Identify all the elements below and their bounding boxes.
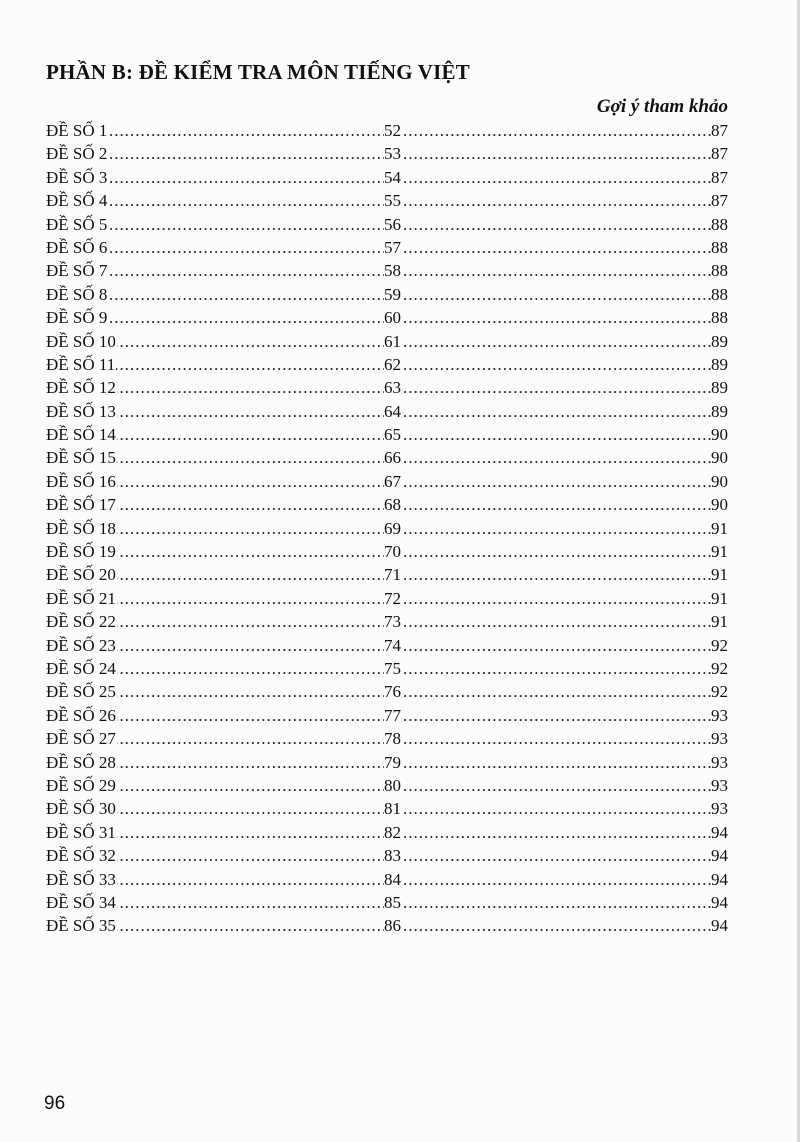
- toc-entry-hint-page: 91: [711, 540, 728, 563]
- toc-entry: [46, 610, 728, 633]
- toc-entry-page: 62: [384, 353, 401, 376]
- toc-entry-hint-page: 91: [711, 587, 728, 610]
- toc-entry-hint-page: 87: [711, 189, 728, 212]
- toc-entry-label: ĐỀ SỐ 28: [46, 751, 117, 774]
- toc-entry-label: ĐỀ SỐ 5: [46, 213, 108, 236]
- toc-entry: [46, 797, 728, 820]
- toc-entry-label: ĐỀ SỐ 10: [46, 330, 117, 353]
- toc-entry-page: 55: [384, 189, 401, 212]
- toc-entry-page: 69: [384, 517, 401, 540]
- toc-entry: [46, 868, 728, 891]
- toc-entry: [46, 751, 728, 774]
- toc-entry-hint-page: 90: [711, 423, 728, 446]
- toc-entry-label: ĐỀ SỐ 2: [46, 142, 108, 165]
- toc-entry-hint-page: 87: [711, 119, 728, 142]
- toc-entry-label: ĐỀ SỐ 3: [46, 166, 108, 189]
- toc-entry-page: 61: [384, 330, 401, 353]
- toc-entry: [46, 353, 728, 376]
- toc-entry-label: ĐỀ SỐ 14: [46, 423, 117, 446]
- toc-entry: [46, 213, 728, 236]
- toc-entry: [46, 587, 728, 610]
- toc-entry-page: 72: [384, 587, 401, 610]
- toc-entry-label: ĐỀ SỐ 32: [46, 844, 117, 867]
- toc-entry-page: 81: [384, 797, 401, 820]
- toc-entry: [46, 727, 728, 750]
- toc-entry: [46, 540, 728, 563]
- toc-entry-hint-page: 92: [711, 680, 728, 703]
- toc-entry: [46, 142, 728, 165]
- toc-entry-hint-page: 88: [711, 213, 728, 236]
- toc-entry-page: 67: [384, 470, 401, 493]
- toc-entry-label: ĐỀ SỐ 21: [46, 587, 117, 610]
- toc-entry-hint-page: 90: [711, 470, 728, 493]
- toc-entry-page: 78: [384, 727, 401, 750]
- toc-entry-label: ĐỀ SỐ 31: [46, 821, 117, 844]
- toc-entry-page: 70: [384, 540, 401, 563]
- toc-entry: [46, 330, 728, 353]
- toc-entry-label: ĐỀ SỐ 30: [46, 797, 117, 820]
- toc-entry-label: ĐỀ SỐ 29: [46, 774, 117, 797]
- toc-entry: [46, 517, 728, 540]
- toc-entry-page: 64: [384, 400, 401, 423]
- toc-entry-hint-page: 89: [711, 400, 728, 423]
- toc-entry-page: 80: [384, 774, 401, 797]
- toc-entry: [46, 119, 728, 142]
- toc-entry-label: ĐỀ SỐ 16: [46, 470, 117, 493]
- page-number: 96: [44, 1093, 66, 1114]
- toc-entry-page: 52: [384, 119, 401, 142]
- toc-entry: [46, 704, 728, 727]
- toc-entry-label: ĐỀ SỐ 17: [46, 493, 117, 516]
- toc-entry-label: ĐỀ SỐ 18: [46, 517, 117, 540]
- toc-entry-page: 53: [384, 142, 401, 165]
- toc-entry-label: ĐỀ SỐ 22: [46, 610, 117, 633]
- toc-entry-hint-page: 90: [711, 493, 728, 516]
- toc-entry: [46, 914, 728, 937]
- toc-entry-page: 58: [384, 259, 401, 282]
- toc-entry: [46, 306, 728, 329]
- toc-entry-label: ĐỀ SỐ 1: [46, 119, 108, 142]
- toc-entry: [46, 236, 728, 259]
- toc-entry-hint-page: 88: [711, 236, 728, 259]
- toc-entry: [46, 189, 728, 212]
- toc-entry-label: ĐỀ SỐ 4: [46, 189, 108, 212]
- toc-entry-label: ĐỀ SỐ 25: [46, 680, 117, 703]
- toc-entry-hint-page: 92: [711, 634, 728, 657]
- toc-entry-page: 74: [384, 634, 401, 657]
- toc-entry-hint-page: 93: [711, 727, 728, 750]
- hint-column-header: Gợi ý tham khảo: [596, 96, 728, 117]
- toc-entry-hint-page: 88: [711, 283, 728, 306]
- toc-entry-hint-page: 94: [711, 868, 728, 891]
- toc-entry-label: ĐỀ SỐ 11: [46, 353, 116, 376]
- toc-entry: [46, 563, 728, 586]
- toc-entry-hint-page: 88: [711, 259, 728, 282]
- toc-entry-page: 56: [384, 213, 401, 236]
- toc-entry: [46, 821, 728, 844]
- toc-entry-label: ĐỀ SỐ 20: [46, 563, 117, 586]
- toc-entry-page: 76: [384, 680, 401, 703]
- toc-entry-hint-page: 88: [711, 306, 728, 329]
- toc-entry-hint-page: 91: [711, 517, 728, 540]
- toc-entry-hint-page: 90: [711, 446, 728, 469]
- table-of-contents: [46, 119, 728, 938]
- toc-entry-label: ĐỀ SỐ 8: [46, 283, 108, 306]
- toc-entry-label: ĐỀ SỐ 12: [46, 376, 117, 399]
- toc-entry: [46, 423, 728, 446]
- toc-entry-page: 86: [384, 914, 401, 937]
- toc-entry-label: ĐỀ SỐ 13: [46, 400, 117, 423]
- toc-entry: [46, 283, 728, 306]
- toc-entry-hint-page: 91: [711, 610, 728, 633]
- toc-entry-hint-page: 93: [711, 774, 728, 797]
- toc-entry-hint-page: 94: [711, 844, 728, 867]
- toc-entry-hint-page: 93: [711, 751, 728, 774]
- toc-entry: [46, 774, 728, 797]
- toc-entry-label: ĐỀ SỐ 33: [46, 868, 117, 891]
- toc-entry-page: 71: [384, 563, 401, 586]
- toc-entry-page: 77: [384, 704, 401, 727]
- toc-entry-page: 83: [384, 844, 401, 867]
- toc-entry-hint-page: 89: [711, 330, 728, 353]
- toc-entry-label: ĐỀ SỐ 23: [46, 634, 117, 657]
- toc-entry-label: ĐỀ SỐ 19: [46, 540, 117, 563]
- toc-entry-hint-page: 91: [711, 563, 728, 586]
- toc-entry-label: ĐỀ SỐ 7: [46, 259, 108, 282]
- toc-entry-page: 57: [384, 236, 401, 259]
- toc-entry: [46, 470, 728, 493]
- toc-entry-hint-page: 92: [711, 657, 728, 680]
- toc-entry-hint-page: 89: [711, 353, 728, 376]
- toc-entry-label: ĐỀ SỐ 15: [46, 446, 117, 469]
- toc-entry-label: ĐỀ SỐ 24: [46, 657, 117, 680]
- toc-entry-page: 65: [384, 423, 401, 446]
- toc-entry-hint-page: 94: [711, 891, 728, 914]
- toc-entry-page: 54: [384, 166, 401, 189]
- toc-entry-hint-page: 93: [711, 797, 728, 820]
- toc-entry-hint-page: 93: [711, 704, 728, 727]
- toc-entry: [46, 259, 728, 282]
- toc-entry: [46, 680, 728, 703]
- toc-entry-page: 79: [384, 751, 401, 774]
- toc-entry-page: 66: [384, 446, 401, 469]
- toc-entry-label: ĐỀ SỐ 35: [46, 914, 117, 937]
- toc-entry-page: 73: [384, 610, 401, 633]
- toc-entry-page: 84: [384, 868, 401, 891]
- toc-entry-hint-page: 87: [711, 142, 728, 165]
- toc-entry-page: 59: [384, 283, 401, 306]
- toc-entry: [46, 634, 728, 657]
- toc-entry-page: 85: [384, 891, 401, 914]
- toc-entry: [46, 891, 728, 914]
- toc-entry-label: ĐỀ SỐ 26: [46, 704, 117, 727]
- toc-entry-hint-page: 89: [711, 376, 728, 399]
- toc-entry-hint-page: 94: [711, 821, 728, 844]
- toc-entry-hint-page: 87: [711, 166, 728, 189]
- toc-entry: [46, 844, 728, 867]
- toc-entry: [46, 657, 728, 680]
- toc-entry: [46, 400, 728, 423]
- toc-entry-page: 68: [384, 493, 401, 516]
- toc-entry-page: 60: [384, 306, 401, 329]
- toc-entry-page: 82: [384, 821, 401, 844]
- toc-entry-label: ĐỀ SỐ 9: [46, 306, 108, 329]
- toc-entry-label: ĐỀ SỐ 34: [46, 891, 117, 914]
- toc-entry-label: ĐỀ SỐ 6: [46, 236, 108, 259]
- toc-entry: [46, 446, 728, 469]
- toc-entry: [46, 376, 728, 399]
- toc-entry: [46, 493, 728, 516]
- toc-entry-hint-page: 94: [711, 914, 728, 937]
- toc-entry-page: 75: [384, 657, 401, 680]
- section-title: PHẦN B: ĐỀ KIỂM TRA MÔN TIẾNG VIỆT: [46, 60, 470, 84]
- toc-entry-label: ĐỀ SỐ 27: [46, 727, 117, 750]
- toc-entry: [46, 166, 728, 189]
- toc-entry-page: 63: [384, 376, 401, 399]
